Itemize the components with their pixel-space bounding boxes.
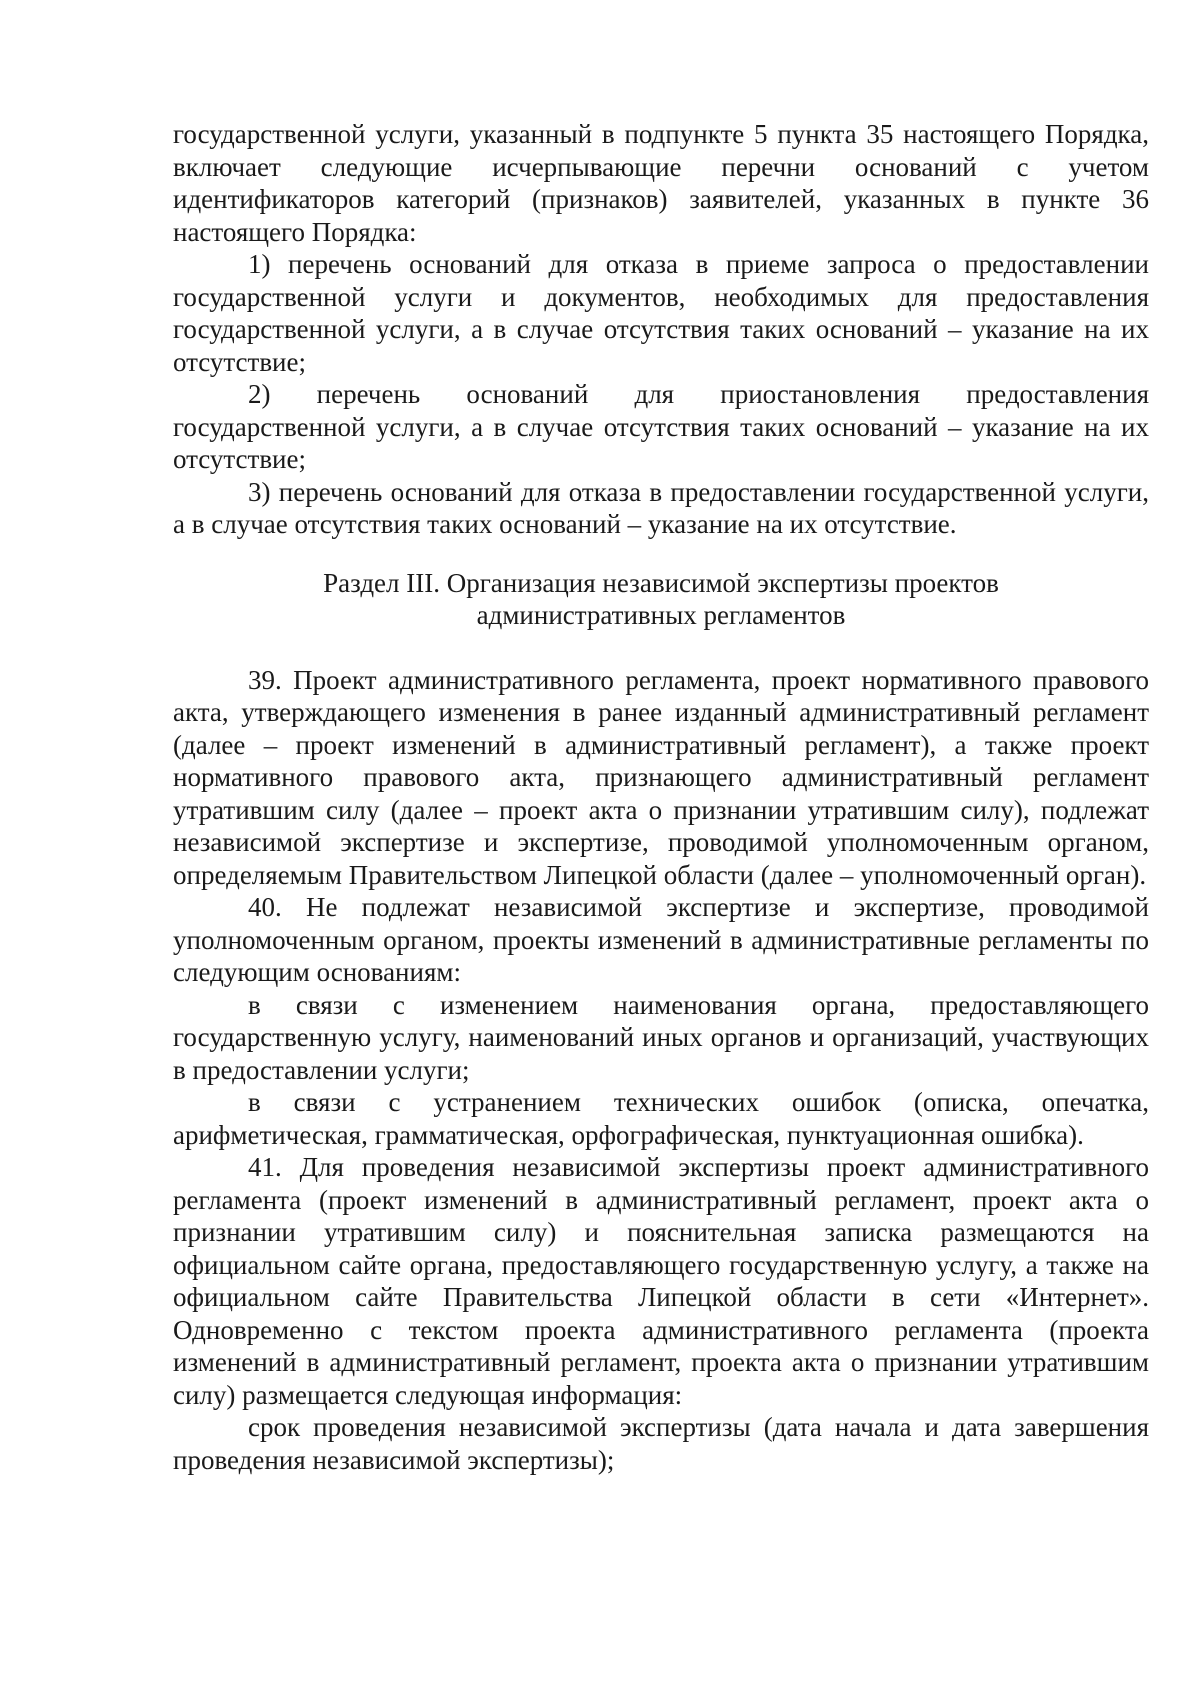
paragraph-continuation: государственной услуги, указанный в подпункте 5 пункта 35 настоящего Порядка, включает следующие исчерпывающие перечни оснований с учетом идентификаторов категорий (признаков) заявителей, указанных в пункте 36 настоящего Порядка: xyxy=(173,119,1149,247)
paragraph-39: 39. Проект административного регламента, проект нормативного правового акта, утверждающего изменения в ранее изданный административный регламент (далее – проект изменений в административный регламент), а также проект нормативного правового акта, признающего административный регламент утратившим силу (далее – проект акта о признании утратившим силу), подлежат независимой экспертизе и экспертизе, проводимой уполномоченным органом, определяемым Правительством Липецкой области (далее – уполномоченный орган). xyxy=(173,664,1149,890)
paragraph-41: 41. Для проведения независимой экспертизы проект административного регламента (проект изменений в административный регламент, проект акта о признании утратившим силу) и пояснительная записка размещаются на официальном сайте органа, предоставляющего государственную услугу, а также на официальном сайте Правительства Липецкой области в сети «Интернет». Одновременно с текстом проекта административного регламента (проекта изменений в административный регламент, проекта акта о признании утратившим силу) размещается следующая информация: xyxy=(173,1152,1149,1410)
list-item-3: 3) перечень оснований для отказа в предоставлении государственной услуги, а в случае отсутствия таких оснований – указание на их отсутствие. xyxy=(173,476,1149,539)
document-page xyxy=(173,118,1149,1476)
paragraph-40-item-2: в связи с устранением технических ошибок (описка, опечатка, арифметическая, грамматическая, орфографическая, пунктуационная ошибка). xyxy=(173,1087,1149,1150)
paragraph-40-item-1: в связи с изменением наименования органа, предоставляющего государственную услугу, наименований иных органов и организаций, участвующих в предоставлении услуги; xyxy=(173,989,1149,1085)
paragraph-40: 40. Не подлежат независимой экспертизе и экспертизе, проводимой уполномоченным органом, проекты изменений в административные регламенты по следующим основаниям: xyxy=(173,892,1149,987)
paragraph-41-item-1: срок проведения независимой экспертизы (дата начала и дата завершения проведения независимой экспертизы); xyxy=(173,1412,1149,1475)
section-heading: Раздел III. Организация независимой экспертизы проектов административных регламентов xyxy=(323,567,999,630)
list-item-2: 2) перечень оснований для приостановления предоставления государственной услуги, а в случае отсутствия таких оснований – указание на их отсутствие; xyxy=(173,379,1149,474)
list-item-1: 1) перечень оснований для отказа в приеме запроса о предоставлении государственной услуги и документов, необходимых для предоставления государственной услуги, а в случае отсутствия таких оснований – указание на их отсутствие; xyxy=(173,249,1149,377)
